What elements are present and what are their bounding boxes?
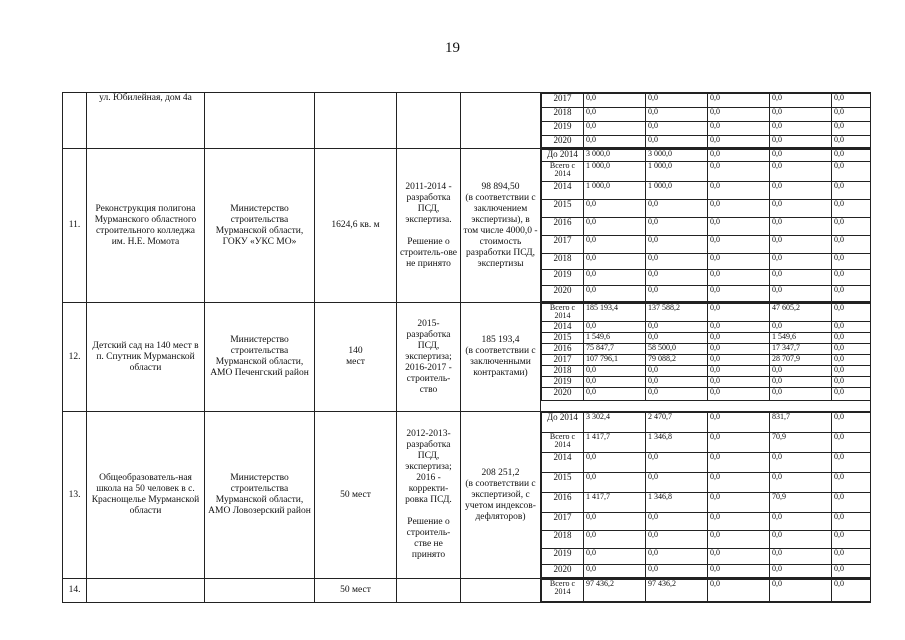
row-number: 14.: [63, 579, 87, 603]
year-label: 2016: [542, 344, 584, 355]
amount-cell: 0,0: [770, 322, 832, 333]
amount-cell: 0,0: [832, 304, 871, 322]
amount-cell: 0,0: [832, 254, 871, 270]
amount-cell: 0,0: [584, 453, 646, 473]
year-label: 2019: [542, 549, 584, 565]
amount-cell: 0,0: [832, 136, 871, 148]
table-row: [63, 93, 871, 149]
year-row: [542, 377, 871, 388]
amount-cell: 0,0: [770, 94, 832, 108]
row-number: 13.: [63, 412, 87, 579]
amount-cell: 0,0: [646, 200, 708, 218]
year-label: 2014: [542, 322, 584, 333]
amount-cell: 0,0: [708, 122, 770, 136]
year-label: Всего с 2014: [542, 580, 584, 602]
amount-cell: 0,0: [832, 200, 871, 218]
amount-cell: 0,0: [770, 565, 832, 578]
amount-cell: 0,0: [708, 254, 770, 270]
amount-cell: 0,0: [708, 549, 770, 565]
period: [397, 93, 461, 149]
amount-cell: 0,0: [770, 200, 832, 218]
year-row: [542, 388, 871, 401]
program-table: [62, 92, 871, 603]
amount-cell: 0,0: [832, 580, 871, 602]
year-label: 2017: [542, 94, 584, 108]
year-label: 2014: [542, 182, 584, 200]
amount-cell: 0,0: [770, 286, 832, 302]
amount-cell: 0,0: [708, 377, 770, 388]
amount-cell: 0,0: [584, 388, 646, 401]
amount-cell: 0,0: [832, 108, 871, 122]
year-label: Всего с 2014: [542, 162, 584, 182]
row-number: 11.: [63, 149, 87, 303]
year-row: [542, 286, 871, 302]
amount-cell: 0,0: [708, 388, 770, 401]
year-label: 2020: [542, 388, 584, 401]
amount-cell: 0,0: [646, 513, 708, 531]
cost: 185 193,4 (в соответствии с заключенными контрактами): [461, 303, 541, 412]
amount-cell: 1 417,7: [584, 493, 646, 513]
amount-cell: 1 417,7: [584, 433, 646, 453]
amount-cell: 0,0: [708, 236, 770, 254]
amount-cell: 0,0: [708, 366, 770, 377]
year-label: 2020: [542, 286, 584, 302]
financing-table: [541, 93, 871, 148]
year-label: 2016: [542, 493, 584, 513]
amount-cell: 0,0: [708, 493, 770, 513]
amount-cell: 0,0: [584, 94, 646, 108]
period: [397, 579, 461, 603]
amount-cell: 107 796,1: [584, 355, 646, 366]
amount-cell: 0,0: [770, 549, 832, 565]
year-label: 2017: [542, 355, 584, 366]
year-label: 2020: [542, 565, 584, 578]
amount-cell: 0,0: [708, 580, 770, 602]
object-name: Детский сад на 140 мест в п. Спутник Мурманской области: [87, 303, 205, 412]
amount-cell: 0,0: [584, 136, 646, 148]
year-row: [542, 333, 871, 344]
amount-cell: 97 436,2: [584, 580, 646, 602]
table-row: [63, 579, 871, 603]
amount-cell: 0,0: [770, 218, 832, 236]
amount-cell: 58 500,0: [646, 344, 708, 355]
year-row: [542, 413, 871, 433]
financing-table: [541, 149, 871, 302]
amount-cell: 0,0: [708, 322, 770, 333]
row-number: [63, 93, 87, 149]
amount-cell: 0,0: [646, 122, 708, 136]
financing-table: [541, 579, 871, 602]
customer: Министерство строительства Мурманской области, АМО Ловозерский район: [205, 412, 315, 579]
amount-cell: 0,0: [646, 136, 708, 148]
amount-cell: 0,0: [584, 108, 646, 122]
amount-cell: 1 549,6: [770, 333, 832, 344]
year-label: 2018: [542, 531, 584, 549]
year-row: [542, 565, 871, 578]
amount-cell: 79 088,2: [646, 355, 708, 366]
year-row: [542, 108, 871, 122]
table-row: [63, 149, 871, 303]
year-row: [542, 136, 871, 148]
year-row: [542, 162, 871, 182]
year-label: 2020: [542, 136, 584, 148]
amount-cell: 0,0: [832, 377, 871, 388]
year-row: [542, 513, 871, 531]
year-label: 2017: [542, 236, 584, 254]
amount-cell: 1 000,0: [584, 162, 646, 182]
amount-cell: 0,0: [708, 94, 770, 108]
year-row: [542, 94, 871, 108]
amount-cell: 0,0: [832, 433, 871, 453]
amount-cell: 0,0: [708, 413, 770, 433]
amount-cell: 0,0: [646, 453, 708, 473]
amount-cell: 3 000,0: [646, 150, 708, 162]
amount-cell: 0,0: [770, 513, 832, 531]
year-label: Всего с 2014: [542, 304, 584, 322]
amount-cell: 0,0: [646, 94, 708, 108]
amount-cell: 0,0: [584, 531, 646, 549]
amount-cell: 0,0: [770, 388, 832, 401]
amount-cell: 0,0: [584, 218, 646, 236]
amount-cell: 0,0: [708, 304, 770, 322]
amount-cell: 0,0: [832, 366, 871, 377]
amount-cell: 0,0: [832, 236, 871, 254]
year-row: [542, 433, 871, 453]
period: 2012-2013- разработка ПСД, экспертиза; 2016 - корректи-ровка ПСД. Решение о строитель-стве не принято: [397, 412, 461, 579]
table-row: [63, 303, 871, 412]
year-row: [542, 549, 871, 565]
financing-by-year: [541, 303, 871, 412]
amount-cell: 0,0: [584, 122, 646, 136]
amount-cell: 0,0: [832, 182, 871, 200]
amount-cell: 1 346,8: [646, 433, 708, 453]
amount-cell: 0,0: [770, 270, 832, 286]
year-label: 2014: [542, 453, 584, 473]
amount-cell: 0,0: [646, 388, 708, 401]
amount-cell: 17 347,7: [770, 344, 832, 355]
amount-cell: 0,0: [708, 150, 770, 162]
year-row: [542, 200, 871, 218]
financing-table: [541, 412, 871, 578]
row-number: 12.: [63, 303, 87, 412]
amount-cell: 0,0: [832, 344, 871, 355]
year-label: 2015: [542, 333, 584, 344]
amount-cell: 0,0: [832, 531, 871, 549]
amount-cell: 0,0: [646, 322, 708, 333]
year-label: Всего с 2014: [542, 433, 584, 453]
amount-cell: 0,0: [770, 182, 832, 200]
amount-cell: 0,0: [708, 218, 770, 236]
amount-cell: 0,0: [646, 286, 708, 302]
year-row: [542, 580, 871, 602]
object-name: [87, 579, 205, 603]
amount-cell: 0,0: [708, 136, 770, 148]
amount-cell: 0,0: [646, 377, 708, 388]
year-row: [542, 366, 871, 377]
year-row: [542, 344, 871, 355]
amount-cell: 0,0: [770, 580, 832, 602]
amount-cell: 0,0: [832, 473, 871, 493]
year-row: [542, 270, 871, 286]
amount-cell: 0,0: [832, 162, 871, 182]
year-row: [542, 218, 871, 236]
amount-cell: 0,0: [646, 218, 708, 236]
capacity: 1624,6 кв. м: [315, 149, 397, 303]
amount-cell: 0,0: [832, 549, 871, 565]
amount-cell: 1 346,8: [646, 493, 708, 513]
amount-cell: 0,0: [708, 270, 770, 286]
amount-cell: 0,0: [832, 218, 871, 236]
amount-cell: 0,0: [770, 473, 832, 493]
amount-cell: 0,0: [646, 236, 708, 254]
object-name: ул. Юбилейная, дом 4а: [87, 93, 205, 149]
amount-cell: 2 470,7: [646, 413, 708, 433]
amount-cell: 137 588,2: [646, 304, 708, 322]
amount-cell: 0,0: [770, 254, 832, 270]
amount-cell: 0,0: [770, 377, 832, 388]
amount-cell: 0,0: [708, 433, 770, 453]
cost: 98 894,50 (в соответствии с заключением экспертизы), в том числе 4000,0 - стоимость разработки ПСД, экспертизы: [461, 149, 541, 303]
amount-cell: 0,0: [584, 236, 646, 254]
amount-cell: 47 605,2: [770, 304, 832, 322]
year-row: [542, 304, 871, 322]
year-label: 2016: [542, 218, 584, 236]
amount-cell: 0,0: [646, 333, 708, 344]
year-row: [542, 182, 871, 200]
amount-cell: 0,0: [584, 366, 646, 377]
amount-cell: 0,0: [708, 453, 770, 473]
amount-cell: 0,0: [832, 413, 871, 433]
amount-cell: 0,0: [646, 473, 708, 493]
object-name: Общеобразователь-ная школа на 50 человек в с. Краснощелье Мурманской области: [87, 412, 205, 579]
amount-cell: 0,0: [832, 493, 871, 513]
capacity: 50 мест: [315, 579, 397, 603]
financing-table: [541, 303, 871, 401]
amount-cell: 0,0: [832, 565, 871, 578]
object-name: Реконструкция полигона Мурманского областного строительного колледжа им. Н.Е. Момота: [87, 149, 205, 303]
cost: 208 251,2 (в соответствии с экспертизой, с учетом индексов-дефляторов): [461, 412, 541, 579]
amount-cell: 0,0: [708, 200, 770, 218]
amount-cell: 0,0: [584, 549, 646, 565]
year-row: [542, 322, 871, 333]
table-row: [63, 412, 871, 579]
year-label: 2015: [542, 473, 584, 493]
amount-cell: 0,0: [584, 286, 646, 302]
capacity: 140 мест: [315, 303, 397, 412]
amount-cell: 75 847,7: [584, 344, 646, 355]
amount-cell: 0,0: [770, 162, 832, 182]
amount-cell: 0,0: [646, 108, 708, 122]
amount-cell: 0,0: [646, 270, 708, 286]
financing-by-year: [541, 149, 871, 303]
amount-cell: 0,0: [708, 531, 770, 549]
amount-cell: 0,0: [584, 513, 646, 531]
amount-cell: 0,0: [832, 94, 871, 108]
page-number: 19: [445, 40, 460, 56]
amount-cell: 70,9: [770, 493, 832, 513]
year-row: [542, 254, 871, 270]
amount-cell: 0,0: [584, 200, 646, 218]
amount-cell: 0,0: [708, 286, 770, 302]
year-row: [542, 531, 871, 549]
period: 2015- разработка ПСД, экспертиза; 2016-2017 - строитель-ство: [397, 303, 461, 412]
amount-cell: 0,0: [832, 270, 871, 286]
amount-cell: 0,0: [770, 108, 832, 122]
amount-cell: 0,0: [584, 473, 646, 493]
amount-cell: 0,0: [832, 322, 871, 333]
amount-cell: 185 193,4: [584, 304, 646, 322]
amount-cell: 0,0: [832, 453, 871, 473]
amount-cell: 1 000,0: [584, 182, 646, 200]
amount-cell: 1 549,6: [584, 333, 646, 344]
year-row: [542, 150, 871, 162]
amount-cell: 0,0: [646, 565, 708, 578]
capacity: 50 мест: [315, 412, 397, 579]
customer: [205, 93, 315, 149]
amount-cell: 0,0: [646, 531, 708, 549]
amount-cell: 0,0: [646, 366, 708, 377]
amount-cell: 0,0: [832, 388, 871, 401]
amount-cell: 0,0: [708, 182, 770, 200]
amount-cell: 97 436,2: [646, 580, 708, 602]
customer: [205, 579, 315, 603]
amount-cell: 0,0: [584, 377, 646, 388]
year-row: [542, 473, 871, 493]
amount-cell: 0,0: [770, 453, 832, 473]
year-label: 2018: [542, 254, 584, 270]
amount-cell: 0,0: [708, 344, 770, 355]
year-row: [542, 493, 871, 513]
cost: [461, 579, 541, 603]
amount-cell: 0,0: [708, 473, 770, 493]
cost: [461, 93, 541, 149]
year-label: 2018: [542, 366, 584, 377]
amount-cell: 0,0: [708, 162, 770, 182]
year-label: До 2014: [542, 413, 584, 433]
amount-cell: 0,0: [646, 549, 708, 565]
amount-cell: 0,0: [770, 136, 832, 148]
amount-cell: 3 000,0: [584, 150, 646, 162]
amount-cell: 0,0: [832, 286, 871, 302]
amount-cell: 0,0: [832, 333, 871, 344]
amount-cell: 0,0: [708, 333, 770, 344]
amount-cell: 0,0: [832, 355, 871, 366]
amount-cell: 0,0: [770, 122, 832, 136]
year-row: [542, 355, 871, 366]
financing-by-year: [541, 412, 871, 579]
amount-cell: 0,0: [584, 254, 646, 270]
amount-cell: 0,0: [646, 254, 708, 270]
capacity: [315, 93, 397, 149]
amount-cell: 0,0: [832, 513, 871, 531]
customer: Министерство строительства Мурманской области, АМО Печенгский район: [205, 303, 315, 412]
amount-cell: 831,7: [770, 413, 832, 433]
amount-cell: 0,0: [584, 565, 646, 578]
amount-cell: 1 000,0: [646, 182, 708, 200]
amount-cell: 0,0: [770, 531, 832, 549]
amount-cell: 3 302,4: [584, 413, 646, 433]
financing-by-year: [541, 93, 871, 149]
period: 2011-2014 - разработка ПСД, экспертиза. Решение о строитель-ове не принято: [397, 149, 461, 303]
year-row: [542, 122, 871, 136]
amount-cell: 0,0: [584, 270, 646, 286]
customer: Министерство строительства Мурманской области, ГОКУ «УКС МО»: [205, 149, 315, 303]
year-row: [542, 236, 871, 254]
year-row: [542, 453, 871, 473]
amount-cell: 0,0: [832, 122, 871, 136]
year-label: До 2014: [542, 150, 584, 162]
amount-cell: 0,0: [770, 236, 832, 254]
amount-cell: 0,0: [584, 322, 646, 333]
amount-cell: 0,0: [770, 366, 832, 377]
amount-cell: 1 000,0: [646, 162, 708, 182]
amount-cell: 0,0: [708, 513, 770, 531]
year-label: 2015: [542, 200, 584, 218]
amount-cell: 70,9: [770, 433, 832, 453]
amount-cell: 28 707,9: [770, 355, 832, 366]
amount-cell: 0,0: [832, 150, 871, 162]
amount-cell: 0,0: [708, 355, 770, 366]
amount-cell: 0,0: [708, 108, 770, 122]
amount-cell: 0,0: [708, 565, 770, 578]
financing-by-year: [541, 579, 871, 603]
year-label: 2017: [542, 513, 584, 531]
year-label: 2019: [542, 377, 584, 388]
year-label: 2018: [542, 108, 584, 122]
year-label: 2019: [542, 122, 584, 136]
year-label: 2019: [542, 270, 584, 286]
amount-cell: 0,0: [770, 150, 832, 162]
